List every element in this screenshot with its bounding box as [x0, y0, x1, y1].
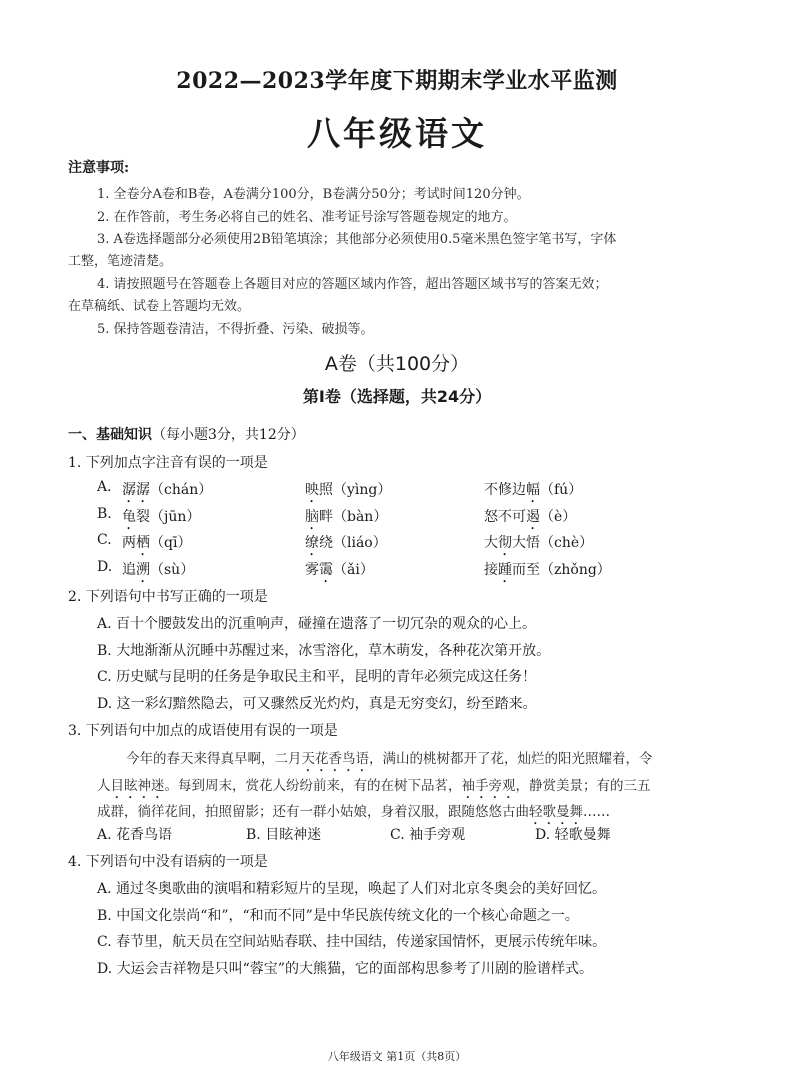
q1-option-label: A.: [97, 479, 112, 495]
q1-option-label: D.: [97, 559, 113, 575]
q3-passage-line-3: 成群，徜徉花间，拍照留影；还有一群小姑娘，身着汉服，跟随悠悠古曲轻歌曼舞……: [97, 804, 610, 820]
q2-option-b: B. 大地渐渐从沉睡中苏醒过来，冰雪溶化，草木萌发，各种花次第开放。: [97, 643, 551, 659]
q1-a-item-1: 潺潺（chán）: [122, 482, 213, 498]
q1-a-item-2: 映照（yìng）: [305, 482, 392, 498]
exam-subject: 八年级语文: [307, 114, 487, 153]
q1-d-item-2: 雾霭（ǎi）: [305, 562, 374, 578]
notice-item-1: 1. 全卷分A卷和B卷，A卷满分100分，B卷满分50分；考试时间120分钟。: [97, 187, 530, 202]
question-4-stem: 4. 下列语句中没有语病的一项是: [68, 854, 268, 870]
q4-option-a: A. 通过冬奥歌曲的演唱和精彩短片的呈现，唤起了人们对北京冬奥会的美好回忆。: [97, 881, 607, 897]
section-i-heading: 第Ⅰ卷（选择题，共24分）: [302, 387, 492, 406]
q1-a-item-3: 不修边幅（fú）: [484, 482, 583, 498]
question-3-stem: 3. 下列语句中加点的成语使用有误的一项是: [68, 723, 338, 739]
exam-title: 2022—2023学年度下期期末学业水平监测: [176, 68, 618, 94]
q1-b-item-2: 脑畔（bàn）: [305, 509, 388, 525]
notice-item-5: 5. 保持答题卷清洁，不得折叠、污染、破损等。: [97, 322, 374, 337]
q1-b-item-1: 龟裂（jūn）: [122, 509, 201, 525]
q3-option-b: B. 目眩神迷: [246, 827, 322, 843]
q2-option-c: C. 历史赋与昆明的任务是争取民主和平，昆明的青年必须完成这任务！: [97, 669, 537, 685]
notice-heading: 注意事项:: [68, 160, 130, 176]
part-one-title: 一、基础知识: [68, 427, 152, 443]
question-2-stem: 2. 下列语句中书写正确的一项是: [68, 589, 268, 605]
part-one-heading: [68, 424, 305, 444]
notice-item-4-cont: 在草稿纸、试卷上答题均无效。: [68, 299, 251, 314]
section-a-heading: A卷（共100分）: [324, 353, 470, 375]
q3-option-c: C. 袖手旁观: [390, 827, 466, 843]
q3-option-a: A. 花香鸟语: [97, 827, 173, 843]
q1-d-item-1: 追溯（sù）: [122, 562, 195, 578]
q3-option-d: D. 轻歌曼舞: [535, 827, 611, 843]
question-1-stem: 1. 下列加点字注音有误的一项是: [68, 455, 268, 471]
page-footer: 八年级语文 第1页（共8页）: [327, 1050, 467, 1063]
q2-option-d: D. 这一彩幻黯然隐去，可又骤然反光灼灼，真是无穷变幻，纷至踏来。: [97, 696, 537, 712]
notice-item-2: 2. 在作答前，考生务必将自己的姓名、准考证号涂写答题卷规定的地方。: [97, 210, 517, 225]
q4-option-b: B. 中国文化崇尚“和”，“和而不同”是中华民族传统文化的一个核心命题之一。: [97, 908, 579, 924]
notice-item-3-cont: 工整，笔迹清楚。: [68, 254, 173, 269]
q3-passage-line-2: 人目眩神迷。每到周末，赏花人纷纷前来，有的在树下品茗，袖手旁观，静赏美景；有的三五: [97, 778, 651, 794]
q3-passage-line-1: 今年的春天来得真早啊，二月天花香鸟语，满山的桃树都开了花，灿烂的阳光照耀着，令: [126, 751, 653, 767]
q1-b-item-3: 怒不可遏（è）: [484, 509, 577, 525]
q1-option-label: B.: [97, 506, 112, 522]
part-one-note: （每小题3分，共12分）: [152, 427, 305, 443]
notice-item-4: 4. 请按照题号在答题卷上各题目对应的答题区域内作答，超出答题区域书写的答案无效；: [97, 277, 608, 292]
q1-c-item-3: 大彻大悟（chè）: [484, 535, 594, 551]
q1-c-item-1: 两栖（qī）: [122, 535, 192, 551]
q4-option-d: D. 大运会吉祥物是只叫“蓉宝”的大熊猫，它的面部构思参考了川剧的脸谱样式。: [97, 961, 593, 977]
q4-option-c: C. 春节里，航天员在空间站贴春联、挂中国结，传递家国情怀，更展示传统年味。: [97, 934, 607, 950]
q1-d-item-3: 接踵而至（zhǒng）: [484, 562, 611, 578]
q1-option-label: C.: [97, 532, 112, 548]
notice-item-3: 3. A卷选择题部分必须使用2B铅笔填涂；其他部分必须使用0.5毫米黑色签字笔书写，字体: [97, 232, 617, 247]
q2-option-a: A. 百十个腰鼓发出的沉重响声，碰撞在遗落了一切冗杂的观众的心上。: [97, 616, 537, 632]
q1-c-item-2: 缭绕（liáo）: [305, 535, 387, 551]
